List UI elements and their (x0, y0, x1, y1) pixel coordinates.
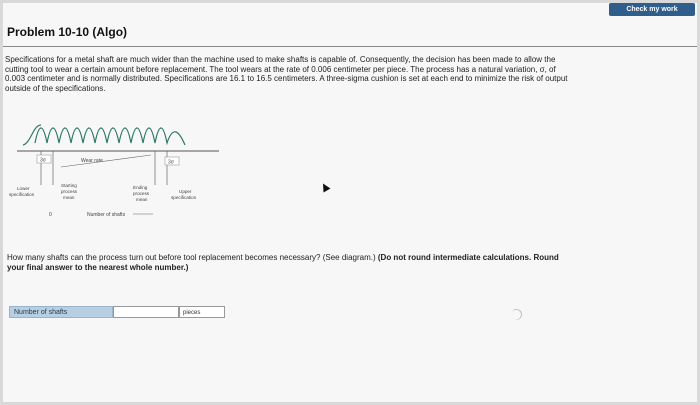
starting-mean-label-3: mean (63, 195, 75, 200)
question-body: How many shafts can the process turn out before tool replacement becomes necessary? (See diagram.) (7, 253, 376, 262)
check-my-work-button[interactable]: Check my work (609, 3, 695, 16)
title-divider (3, 46, 697, 47)
ending-mean-label-1: Ending (133, 185, 148, 190)
upper-spec-label-1: Upper (179, 189, 192, 194)
mouse-cursor-icon (320, 182, 331, 193)
upper-spec-label-2: specification (171, 195, 197, 200)
question-text (7, 253, 577, 273)
answer-unit: pieces (179, 306, 225, 318)
tool-wear-diagram (3, 115, 233, 225)
wear-rate-label: Wear rate (81, 158, 103, 164)
problem-statement: Specifications for a metal shaft are much wider than the machine used to make shafts is capable of. Consequently, the decision has been made to allow the cutting tool to wear a certain amount before replacement. The tool wears at the rate of 0.006 centimeter per piece. The process has a natural variation, σ, of 0.003 centimeter and is normally distributed. Specifications are 16.1 to 16.5 centimeters. A three-sigma cushion is set at each end to minimize the risk of output outside of the specifications. (5, 55, 568, 93)
zero-label: 0 (49, 212, 52, 218)
right-sigma-label: 3σ (168, 159, 174, 166)
ending-mean-label-3: mean (136, 197, 148, 202)
left-sigma-label: 3σ (40, 157, 46, 164)
answer-input[interactable] (113, 306, 179, 318)
question-instruction: (Do not round intermediate calculations. Round your final answer to the nearest whole number.) (7, 253, 559, 272)
starting-mean-label-2: process (61, 189, 78, 194)
lower-spec-label-2: specification (9, 192, 35, 197)
loading-spinner-icon (509, 307, 523, 321)
problem-page (3, 3, 697, 402)
distribution-curves (35, 128, 185, 145)
ending-mean-label-2: process (133, 191, 150, 196)
starting-mean-label-1: Starting (61, 183, 77, 188)
problem-title: Problem 10-10 (Algo) (7, 25, 128, 39)
answer-label: Number of shafts (9, 306, 113, 318)
number-of-shafts-label: Number of shafts (87, 212, 126, 218)
lower-spec-label-1: Lower (17, 186, 30, 191)
